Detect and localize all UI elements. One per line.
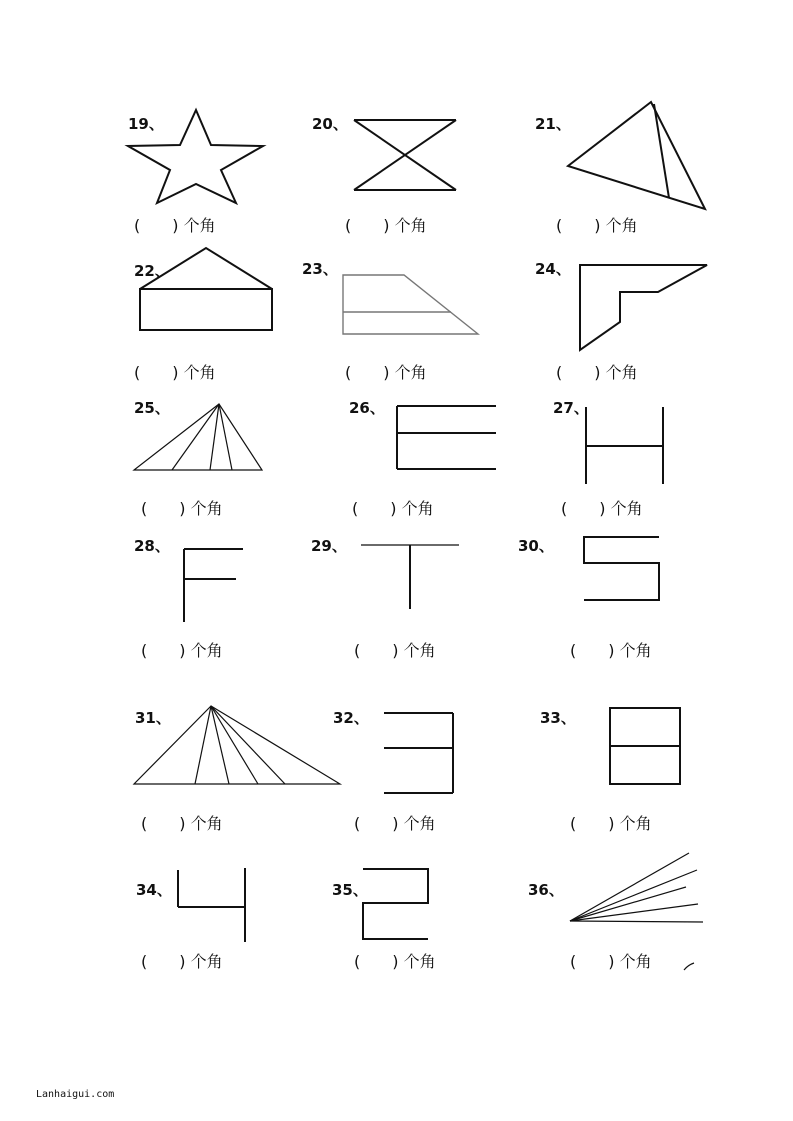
answer-unit: 个角 [403,952,436,971]
answer-unit: 个角 [619,814,652,833]
figure-23-trapezoid [343,275,478,334]
bracket-close: ) [179,814,186,833]
bracket-close: ) [608,814,615,833]
bracket-open: ( [345,363,352,382]
figure-30-s-shape [584,537,659,600]
bracket-open: ( [141,814,148,833]
bracket-open: ( [141,641,148,660]
problem-number-34: 34、 [136,881,172,899]
answer-unit: 个角 [610,499,643,518]
figure-24-l-shape [580,265,707,350]
answer-blank-30 [570,638,652,661]
bracket-close: ) [608,952,615,971]
bracket-open: ( [570,952,577,971]
answer-unit: 个角 [403,814,436,833]
bracket-close: ) [594,363,601,382]
answer-blank-20 [345,213,427,236]
problem-number-19: 19、 [128,115,164,133]
problem-number-22: 22、 [134,262,170,280]
bracket-close: ) [383,216,390,235]
answer-unit: 个角 [190,499,223,518]
figure-21-triangle [568,102,705,209]
answer-blank-32 [354,811,436,834]
answer-blank-28 [141,638,223,661]
answer-blank-35 [354,949,436,972]
answer-blank-31 [141,811,223,834]
answer-unit: 个角 [190,814,223,833]
bracket-open: ( [570,641,577,660]
bracket-open: ( [134,363,141,382]
answer-blank-25 [141,496,223,519]
figure-28-f-shape [184,549,243,622]
problem-number-23: 23、 [302,260,338,278]
problem-number-30: 30、 [518,537,554,555]
problem-number-29: 29、 [311,537,347,555]
problem-number-25: 25、 [134,399,170,417]
answer-blank-26 [352,496,434,519]
figure-34-shape [178,868,245,942]
bracket-open: ( [141,499,148,518]
bracket-open: ( [345,216,352,235]
bracket-open: ( [354,641,361,660]
answer-unit: 个角 [619,952,652,971]
figure-29-t-shape [361,545,459,609]
answer-blank-29 [354,638,436,661]
problem-number-28: 28、 [134,537,170,555]
figure-33-divided-rectangle [610,708,680,784]
problem-number-26: 26、 [349,399,385,417]
bracket-open: ( [561,499,568,518]
answer-blank-19 [134,213,216,236]
answer-unit: 个角 [183,216,216,235]
problem-number-20: 20、 [312,115,348,133]
problem-number-35: 35、 [332,881,368,899]
bracket-open: ( [141,952,148,971]
bracket-open: ( [570,814,577,833]
answer-unit: 个角 [190,641,223,660]
answer-blank-34 [141,949,223,972]
problem-number-27: 27、 [553,399,589,417]
answer-unit: 个角 [394,363,427,382]
figure-26-e-shape [397,406,496,469]
answer-unit: 个角 [605,363,638,382]
bracket-close: ) [172,216,179,235]
bracket-close: ) [392,952,399,971]
figure-32-reverse-e-shape [384,713,453,793]
figure-35-z-shape [363,869,428,939]
answer-blank-22 [134,360,216,383]
answer-unit: 个角 [605,216,638,235]
bracket-close: ) [392,641,399,660]
answer-blank-24 [556,360,638,383]
answer-blank-36 [570,949,652,972]
problem-number-32: 32、 [333,709,369,727]
answer-blank-27 [561,496,643,519]
answer-blank-21 [556,213,638,236]
bracket-close: ) [390,499,397,518]
bracket-open: ( [556,363,563,382]
problem-number-33: 33、 [540,709,576,727]
bracket-open: ( [134,216,141,235]
bracket-close: ) [179,641,186,660]
bracket-close: ) [172,363,179,382]
bracket-close: ) [599,499,606,518]
bracket-close: ) [383,363,390,382]
problem-number-31: 31、 [135,709,171,727]
bracket-close: ) [594,216,601,235]
answer-unit: 个角 [403,641,436,660]
bracket-open: ( [352,499,359,518]
answer-unit: 个角 [190,952,223,971]
bracket-open: ( [556,216,563,235]
bracket-open: ( [354,952,361,971]
bracket-close: ) [179,952,186,971]
bracket-close: ) [392,814,399,833]
answer-blank-23 [345,360,427,383]
figure-20-hourglass [354,120,456,190]
answer-unit: 个角 [401,499,434,518]
bracket-close: ) [608,641,615,660]
problem-number-36: 36、 [528,881,564,899]
figure-36-ray-fan [570,853,703,922]
footer-site-url: Lanhaigui.com [36,1089,115,1100]
answer-unit: 个角 [183,363,216,382]
answer-unit: 个角 [394,216,427,235]
problem-number-24: 24、 [535,260,571,278]
bracket-open: ( [354,814,361,833]
answer-blank-33 [570,811,652,834]
figure-27-h-shape [586,407,663,484]
answer-unit: 个角 [619,641,652,660]
pen-mark [684,963,694,970]
problem-number-21: 21、 [535,115,571,133]
bracket-close: ) [179,499,186,518]
